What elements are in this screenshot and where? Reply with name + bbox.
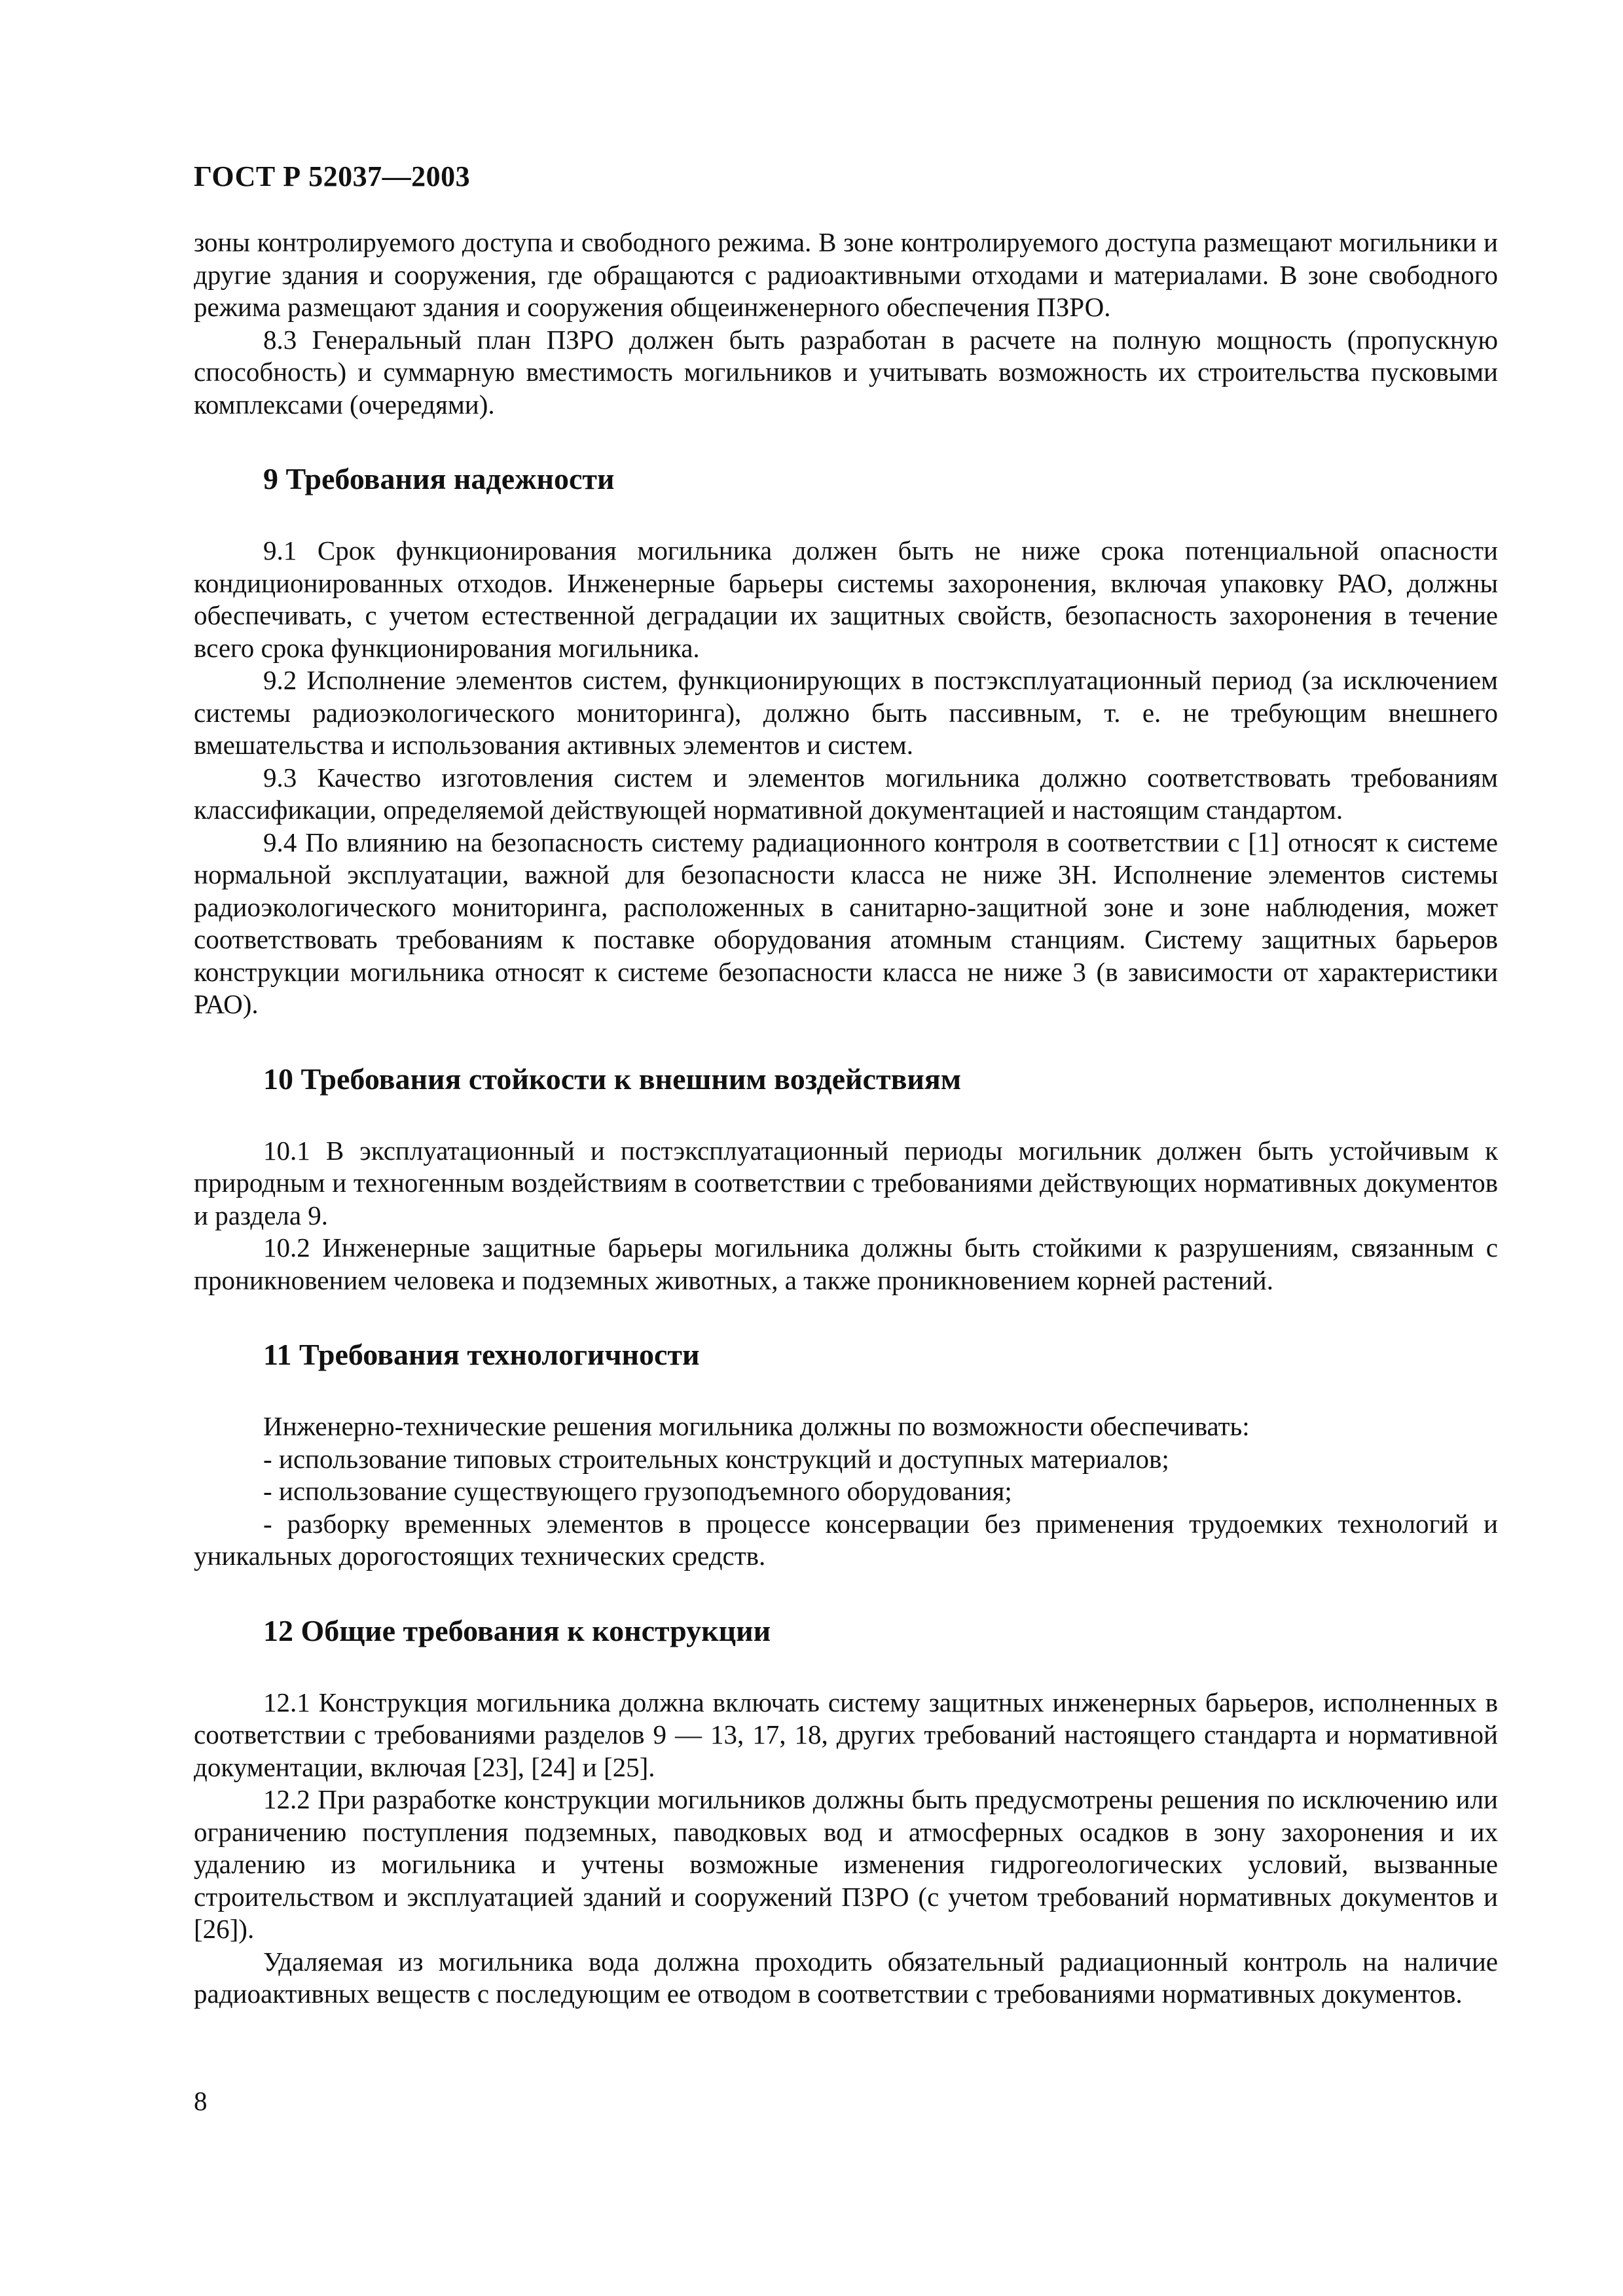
section-9-title: 9 Требования надежности bbox=[263, 462, 615, 495]
page-number: 8 bbox=[194, 2086, 208, 2116]
section-12-title: 12 Общие требования к конструкции bbox=[263, 1613, 771, 1647]
paragraph-9-2: 9.2 Исполнение элементов систем, функционирующих в постэксплуатационный период (за исключением системы радиоэкологического мониторинга), должно быть пассивным, т. е. не требующим внешнего вмешательства и использования активных элементов и систем. bbox=[194, 665, 1498, 760]
document-header: ГОСТ Р 52037—2003 bbox=[194, 160, 471, 192]
paragraph-9-4: 9.4 По влиянию на безопасность систему радиационного контроля в соответствии с [1] относят к системе нормальной эксплуатации, важной для безопасности класса не ниже 3Н. Исполнение элементов системы радиоэкологического мониторинга, расположенных в санитарно-защитной зоне и зоне наблюдения, может соответствовать требованиям к поставке оборудования атомным станциям. Систему защитных барьеров конструкции могильника относят к системе безопасности класса не ниже 3 (в зависимости от характеристики РАО). bbox=[194, 827, 1498, 1019]
list-item: - разборку временных элементов в процессе консервации без применения трудоемких технологий и уникальных дорогостоящих технических средств. bbox=[194, 1508, 1498, 1571]
paragraph-8-3: 8.3 Генеральный план ПЗРО должен быть разработан в расчете на полную мощность (пропускную способность) и суммарную вместимость могильников и учитывать возможность их строительства пусковыми комплексами (очередями). bbox=[194, 324, 1498, 420]
paragraph-12-2: 12.2 При разработке конструкции могильников должны быть предусмотрены решения по исключению или ограничению поступления подземных, паводковых вод и атмосферных осадков в зону захоронения и их удалению из могильника и учтены возможные изменения гидрогеологических условий, вызванные строительством и эксплуатацией зданий и сооружений ПЗРО (с учетом требований нормативных документов и [26]). bbox=[194, 1784, 1498, 1944]
paragraph-9-1: 9.1 Срок функционирования могильника должен быть не ниже срока потенциальной опасности кондиционированных отходов. Инженерные барьеры системы захоронения, включая упаковку РАО, должны обеспечивать, с учетом естественной деградации их защитных свойств, безопасность захоронения в течение всего срока функционирования могильника. bbox=[194, 535, 1498, 663]
document-body bbox=[194, 226, 1498, 2011]
section-11-title: 11 Требования технологичности bbox=[263, 1338, 700, 1371]
paragraph-12-1: 12.1 Конструкция могильника должна включать систему защитных инженерных барьеров, исполненных в соответствии с требованиями разделов 9 — 13, 17, 18, других требований настоящего стандарта и нормативной документации, включая [23], [24] и [25]. bbox=[194, 1687, 1498, 1782]
paragraph-10-1: 10.1 В эксплуатационный и постэксплуатационный периоды могильник должен быть устойчивым к природным и техногенным воздействиям в соответствии с требованиями действующих нормативных документов и раздела 9. bbox=[194, 1135, 1498, 1230]
list-item: - использование существующего грузоподъемного оборудования; bbox=[263, 1476, 1012, 1506]
section-10-title: 10 Требования стойкости к внешним воздействиям bbox=[263, 1062, 962, 1096]
paragraph-10-2: 10.2 Инженерные защитные барьеры могильника должны быть стойкими к разрушениям, связанным с проникновением человека и подземных животных, а также проникновением корней растений. bbox=[194, 1232, 1498, 1295]
paragraph-11-lead: Инженерно-технические решения могильника должны по возможности обеспечивать: bbox=[263, 1411, 1250, 1441]
list-item: - использование типовых строительных конструкций и доступных материалов; bbox=[263, 1443, 1169, 1474]
paragraph-9-3: 9.3 Качество изготовления систем и элементов могильника должно соответствовать требованиям классификации, определяемой действующей нормативной документацией и настоящим стандартом. bbox=[194, 762, 1498, 825]
paragraph-continuation: зоны контролируемого доступа и свободного режима. В зоне контролируемого доступа размещают могильники и другие здания и сооружения, где обращаются с радиоактивными отходами и материалами. В зоне свободного режима размещают здания и сооружения общеинженерного обеспечения ПЗРО. bbox=[194, 227, 1498, 322]
paragraph-12-3: Удаляемая из могильника вода должна проходить обязательный радиационный контроль на наличие радиоактивных веществ с последующим ее отводом в соответствии с требованиями нормативных документов. bbox=[194, 1946, 1498, 2009]
